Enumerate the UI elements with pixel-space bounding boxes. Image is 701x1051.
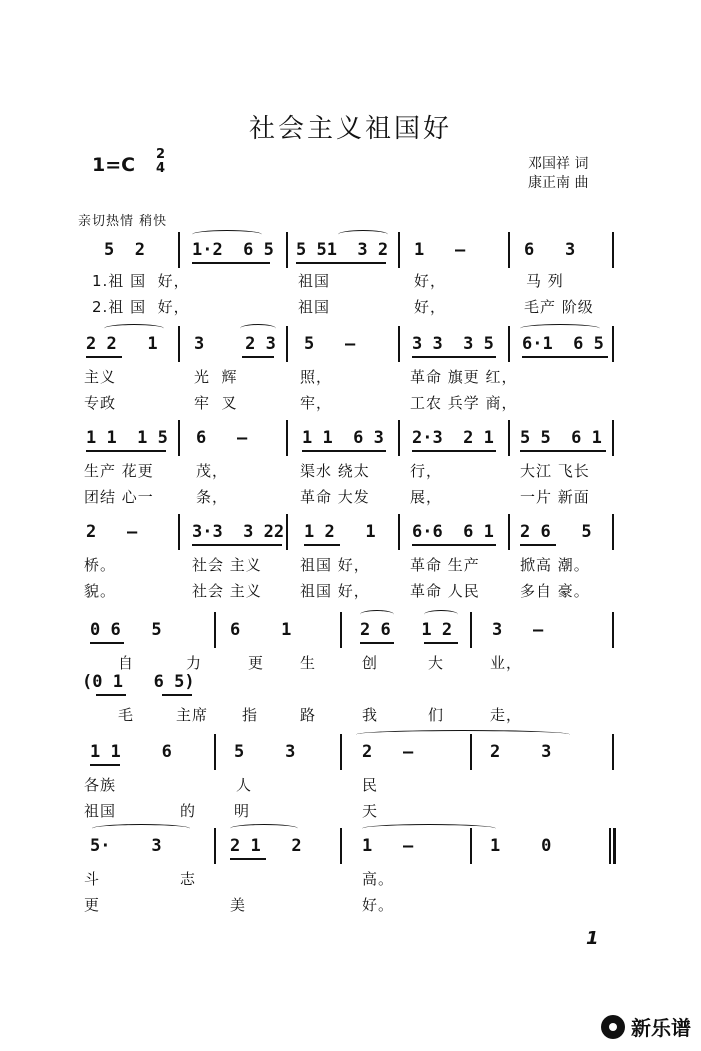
lyric: 毛 xyxy=(118,706,135,724)
lyric: 业， xyxy=(490,654,523,672)
lyric: 好。 xyxy=(362,896,395,914)
lyric: 我 xyxy=(362,706,379,724)
measure: 6·6 6 1 xyxy=(412,522,494,542)
barline xyxy=(340,734,342,770)
time-signature xyxy=(156,148,165,176)
barline xyxy=(214,828,216,864)
measure: 2 3 xyxy=(490,742,552,762)
beam xyxy=(192,544,282,546)
beam xyxy=(520,450,606,452)
beam xyxy=(522,356,608,358)
lyric: 美 xyxy=(230,896,247,914)
barline xyxy=(178,514,180,550)
slur xyxy=(424,610,458,619)
lyric: 团结 心一 xyxy=(84,488,154,506)
measure: 1 1 1 5 xyxy=(86,428,168,448)
measure: 1 — xyxy=(414,240,466,260)
measure: 6 3 xyxy=(524,240,576,260)
barline xyxy=(612,232,614,268)
measure: 5· 3 xyxy=(90,836,162,856)
composer-credit: 康正南 曲 xyxy=(528,175,589,191)
lyric: 祖国 xyxy=(298,298,331,316)
beam xyxy=(424,642,458,644)
measure: 3 2 3 xyxy=(194,334,276,354)
measure: 5 5 6 1 xyxy=(520,428,602,448)
lyric: 斗 xyxy=(84,870,101,888)
slur xyxy=(360,610,394,619)
measure: 1 1 6 xyxy=(90,742,172,762)
lyric: 祖国 xyxy=(298,272,331,290)
barline xyxy=(286,232,288,268)
slur xyxy=(104,324,164,333)
key-label: 1=C xyxy=(92,154,136,176)
lyric: 社会 主义 xyxy=(192,556,262,574)
measure: 5 — xyxy=(304,334,356,354)
lyric: 2.祖 国 好， xyxy=(92,298,190,316)
measure: 1·2 6 5 xyxy=(192,240,274,260)
beam xyxy=(162,694,192,696)
lyric: 祖国 xyxy=(84,802,117,820)
measure: 2 2 1 xyxy=(86,334,158,354)
lyric: 一片 新面 xyxy=(520,488,590,506)
barline xyxy=(398,420,400,456)
barline xyxy=(178,232,180,268)
measure: 3 3 3 5 xyxy=(412,334,494,354)
lyric: 力 xyxy=(186,654,203,672)
measure: 2 6 5 xyxy=(520,522,592,542)
measure: 0 6 5 xyxy=(90,620,162,640)
barline xyxy=(612,514,614,550)
lyric: 人 xyxy=(236,776,253,794)
slur xyxy=(362,824,496,833)
lyric: 照， xyxy=(300,368,333,386)
slur xyxy=(92,824,190,833)
beam xyxy=(302,450,386,452)
barline xyxy=(470,612,472,648)
beam xyxy=(86,450,166,452)
lyric: 多自 豪。 xyxy=(520,582,590,600)
slur xyxy=(192,230,262,239)
beam xyxy=(230,858,266,860)
lyric: 更 xyxy=(84,896,101,914)
lyric: 主席 xyxy=(176,706,209,724)
key-signature xyxy=(92,147,166,176)
lyric: 的 xyxy=(180,802,197,820)
barline xyxy=(286,326,288,362)
site-logo[interactable] xyxy=(601,1012,691,1041)
lyric: 工农 兵学 商， xyxy=(410,394,518,412)
measure: 1 0 xyxy=(490,836,552,856)
beam xyxy=(86,356,122,358)
measure: 1 — xyxy=(362,836,414,856)
lyric: 茂， xyxy=(196,462,229,480)
barline xyxy=(612,326,614,362)
beam xyxy=(412,450,496,452)
lyric: 桥。 xyxy=(84,556,117,574)
lyric: 祖国 好， xyxy=(300,582,370,600)
barline xyxy=(178,326,180,362)
measure: 5 2 xyxy=(104,240,145,260)
lyric: 好， xyxy=(414,272,447,290)
beam xyxy=(520,544,556,546)
measure: 5 3 xyxy=(234,742,296,762)
barline xyxy=(214,612,216,648)
measure: 2·3 2 1 xyxy=(412,428,494,448)
lyric: 马 列 xyxy=(526,272,564,290)
lyric: 祖国 好， xyxy=(300,556,370,574)
time-bottom: 4 xyxy=(156,161,166,176)
measure: 1 2 1 xyxy=(304,522,376,542)
slur xyxy=(520,324,600,333)
lyric: 主义 xyxy=(84,368,117,386)
lyric: 革命 生产 xyxy=(410,556,480,574)
lyric: 光 辉 xyxy=(194,368,238,386)
lyric: 渠水 绕太 xyxy=(300,462,370,480)
lyric: 牢 叉 xyxy=(194,394,238,412)
lyric: 高。 xyxy=(362,870,395,888)
measure: 1 1 6 3 xyxy=(302,428,384,448)
measure: 2 — xyxy=(86,522,138,542)
barline xyxy=(178,420,180,456)
barline xyxy=(286,420,288,456)
beam xyxy=(360,642,394,644)
lyric: 好， xyxy=(414,298,447,316)
lyric: 貌。 xyxy=(84,582,117,600)
barline xyxy=(214,734,216,770)
measure: 2 6 1 2 xyxy=(360,620,453,640)
lyric: 们 xyxy=(428,706,445,724)
lyric: 毛产 阶级 xyxy=(524,298,594,316)
beam xyxy=(296,262,386,264)
barline xyxy=(398,326,400,362)
disc-icon xyxy=(601,1015,625,1039)
beam xyxy=(304,544,340,546)
page-number: 1 xyxy=(586,928,599,949)
lyric: 大 xyxy=(428,654,445,672)
lyric: 明 xyxy=(234,802,251,820)
lyric: 创 xyxy=(362,654,379,672)
lyric: 指 xyxy=(242,706,259,724)
barline xyxy=(340,612,342,648)
lyric: 革命 旗更 红， xyxy=(410,368,518,386)
barline xyxy=(286,514,288,550)
slur xyxy=(338,230,388,239)
beam xyxy=(242,356,274,358)
barline xyxy=(612,612,614,648)
barline xyxy=(508,514,510,550)
beam xyxy=(192,262,270,264)
time-top: 2 xyxy=(156,147,166,162)
measure: 2 1 2 xyxy=(230,836,302,856)
lyric: 社会 主义 xyxy=(192,582,262,600)
lyric: 大江 飞长 xyxy=(520,462,590,480)
barline xyxy=(398,232,400,268)
barline xyxy=(508,326,510,362)
lyric: 专政 xyxy=(84,394,117,412)
measure: 5 51 3 2 xyxy=(296,240,389,260)
barline xyxy=(612,420,614,456)
measure: 6·1 6 5 xyxy=(522,334,604,354)
measure: 3 — xyxy=(492,620,544,640)
tempo-marking: 亲切热情 稍快 xyxy=(78,214,168,229)
lyric: 更 xyxy=(248,654,265,672)
measure: 3·3 3 22 xyxy=(192,522,285,542)
barline xyxy=(609,828,611,864)
lyric: 各族 xyxy=(84,776,117,794)
barline xyxy=(470,828,472,864)
lyric: 走， xyxy=(490,706,523,724)
lyric: 自 xyxy=(118,654,135,672)
lyric: 民 xyxy=(362,776,379,794)
beam xyxy=(90,642,124,644)
lyric: 牢， xyxy=(300,394,333,412)
lyric: 1.祖 国 好， xyxy=(92,272,190,290)
lyric: 革命 人民 xyxy=(410,582,480,600)
barline xyxy=(508,232,510,268)
slur xyxy=(356,730,570,739)
barline xyxy=(340,828,342,864)
logo-text: 新乐谱 xyxy=(631,1016,691,1040)
measure: 6 1 xyxy=(230,620,292,640)
barline xyxy=(470,734,472,770)
measure: 2 — xyxy=(362,742,414,762)
slur xyxy=(240,324,276,333)
lyric: 路 xyxy=(300,706,317,724)
lyric: 天 xyxy=(362,802,379,820)
slur xyxy=(230,824,298,833)
barline xyxy=(398,514,400,550)
barline xyxy=(508,420,510,456)
final-barline xyxy=(613,828,616,864)
lyric: 展， xyxy=(410,488,443,506)
lyric: 条， xyxy=(196,488,229,506)
page-title: 社会主义祖国好 xyxy=(248,114,452,144)
measure: 6 — xyxy=(196,428,248,448)
beam xyxy=(412,544,496,546)
barline xyxy=(612,734,614,770)
beam xyxy=(90,764,120,766)
lyricist-credit: 邓国祥 词 xyxy=(528,156,589,172)
lyric: 志 xyxy=(180,870,197,888)
lyric: 行， xyxy=(410,462,443,480)
lyric: 掀高 潮。 xyxy=(520,556,590,574)
lyric: 生 xyxy=(300,654,317,672)
lyric: 革命 大发 xyxy=(300,488,370,506)
beam xyxy=(412,356,496,358)
lyric: 生产 花更 xyxy=(84,462,154,480)
instrumental-rest: (0 1 6 5) xyxy=(82,672,195,692)
beam xyxy=(96,694,126,696)
